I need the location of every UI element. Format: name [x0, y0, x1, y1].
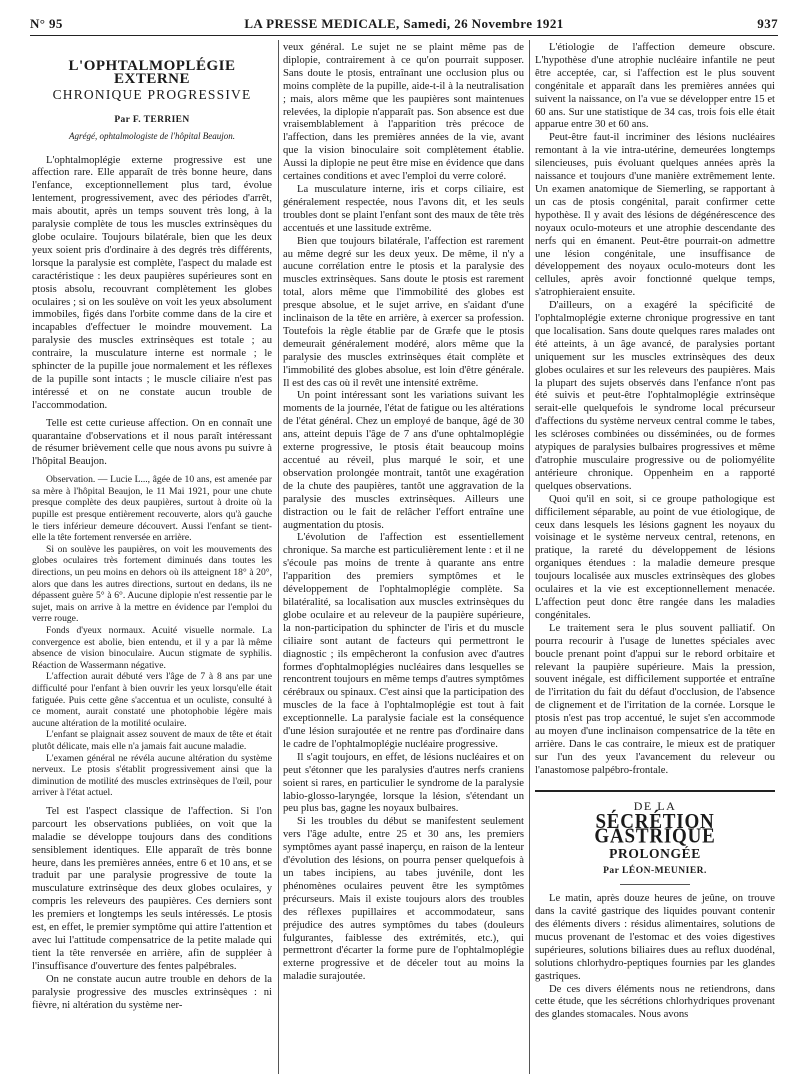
observation-paragraph: Fonds d'yeux normaux. Acuité visuelle normale. La convergence est abolie, bien entendu, et il y a par là même absence de vision binoculaire. Aucun stigmate de syphilis. Réaction de Wassermann négative.: [32, 625, 272, 671]
paragraph: De ces divers éléments nous ne retiendrons, dans cette étude, que les sécrétions chlorhydriques provenant des glandes stomacales. Nous avons: [535, 983, 775, 1021]
paragraph: D'ailleurs, on a exagéré la spécificité de l'ophtalmoplégie externe chronique progressive en tant que localisation. Sans doute quelques rares malades ont été atteints, à un âge avancé, de paralysies portant uniquement sur les muscles extrinsèques des deux globes oculaires et sur les releveurs des paupières. Mais la plupart des sujets observés dans l'enfance n'ont pas été suivis et peut-être l'ophtalmoplégie extrinsèque serait-elle quelquefois le syndrome local précurseur d'affections du système nerveux central comme le tabes, les scléroses combinées ou disséminées, ou de formes atypiques de paralysies bulbaires progressives et même d'atrophie musculaire progressive ou de poliomyélite antérieure chronique. Oppenheim en a rapporté quelques observations.: [535, 300, 775, 492]
paragraph: La musculature interne, iris et corps ciliaire, est généralement respectée, nous l'avons dit, et les seuls troubles dont se plaint l'enfant sont des maux de tête très accentués et une lassitude extrême.: [283, 183, 524, 234]
paragraph: L'ophtalmoplégie externe progressive est une affection rare. Elle apparaît de très bonne heure, dans l'enfance, exceptionnellement plus tard, évolue lentement, progressivement, avec des périodes d'arrêt, mais aboutit, après un temps souvent très long, à la paralysie complète de tous les muscles extrinsèques du globe oculaire. Toujours bilatérale, bien que les deux yeux soient pris d'ordinaire à des degrés très différents, lorsque la paralysie est complète, l'aspect du malade est caractéristique : les deux paupières supérieures sont en ptosis absolu, recouvrant complètement les globes oculaires ; si on les soulève on voit les yeux absolument immobiles, figés dans l'orbite comme dans de la cire et incapables d'effectuer le moindre mouvement. La paralysie des muscles extrinsèques est totale ; au contraire, la musculature interne est normale ; le sphincter de la pupille joue normalement et les réflexes de la pupille sont intacts ; le muscle ciliaire n'est pas intéressé et on ne constate aucun trouble de l'accommodation.: [32, 154, 272, 411]
page-number: 937: [757, 16, 778, 31]
paragraph: Un point intéressant sont les variations suivant les moments de la journée, l'état de fatigue ou les altérations de l'état général. Chez un employé de banque, âgé de 30 ans, atteint depuis l'âge de 7 ans d'une ophtalmoplégie externe progressive, le ptosis était beaucoup moins accentué au réveil, plus marqué le soir, et une observation prolongée montrait, tantôt une exagération de la chute des paupières, tantôt une aggravation de la paralysie des muscles extrinsèques. Ailleurs une distraction ou le fait de relâcher l'effort entraîne une augmentation du ptosis.: [283, 390, 524, 531]
paragraph: Il s'agit toujours, en effet, de lésions nucléaires et on peut s'étonner que les paralysies d'autres nerfs craniens soient si rares, en particulier le syndrome de la paralysie labio-glosso-laryngée, lorsque la lésion, s'étendant un peu plus bas, gagne les noyaux bulbaires.: [283, 751, 524, 815]
author-affiliation: Agrégé, ophtalmologiste de l'hôpital Beaujon.: [69, 130, 235, 141]
article2-subtitle: PROLONGÉE: [609, 846, 701, 862]
column-1: [32, 46, 272, 1012]
paragraph: Bien que toujours bilatérale, l'affection est rarement au même degré sur les deux yeux. De même, il n'y a aucune corrélation entre le ptosis et la paralysie des muscles extrinsèques. Sans doute le ptosis est rarement total, alors même que l'immobilité des globes est presque absolue, et le sujet arrive, en s'aidant d'une inclinaison de la tête en arrière, à exercer sa profession. Toutefois la règle établie par de Græfe que le ptosis demeurait généralement modéré, alors même que la paralysie des muscles extrinsèques était complète et l'immobilité des globes absolue, est loin d'être générale. Il est des cas où il revêt une intensité extrême.: [283, 235, 524, 389]
observation-paragraph: L'enfant se plaignait assez souvent de maux de tête et était plutôt délicate, mais elle n'a jamais fait aucune maladie.: [32, 729, 272, 752]
article-author: Par F. TERRIEN: [114, 114, 190, 125]
issue-number: N° 95: [30, 16, 63, 31]
article-title: L'OPHTALMOPLÉGIE EXTERNE: [68, 58, 236, 87]
column-divider: [278, 40, 279, 1074]
paragraph: L'évolution de l'affection est essentiellement chronique. Sa marche est particulièrement lente : et il ne s'écoule pas moins de trente à quarante ans entre l'apparition des premiers symptômes et le développement de l'ophtalmoplégie complète. Sa bilatéralité, sa localisation aux muscles extrinsèques du globe oculaire et au releveur de la paupière supérieure, la non-participation du sphincter de l'iris et du muscle ciliaire sont autant de facteurs qui permettront le diagnostic ; ils empêcheront la confusion avec d'autres formes d'ophtalmoplégies nucléaires dans lesquelles se rencontrent toujours en même temps d'autres symptômes cérébraux ou spinaux. C'est ainsi que la participation des muscles de la face à l'ophtalmoplégie est tout à fait exceptionnelle. La paralysie faciale est la conséquence d'une lésion surajoutée et ne rentre pas d'ordinaire dans le cadre de l'ophtalmoplégie nucléaire progressive.: [283, 532, 524, 750]
paragraph: Le matin, après douze heures de jeûne, on trouve dans la cavité gastrique des liquides pouvant contenir des éléments divers : résidus alimentaires, solutions de mucus provenant de l'estomac et des voies digestives supérieures, solutions biliaires dues au reflux duodénal, solutions chlorhydro-peptiques fournies par les glandes gastriques.: [535, 893, 775, 982]
column-2: [283, 42, 524, 984]
observation-paragraph: L'examen général ne révéla aucune altération du système nerveux. Le ptosis s'établit progressivement ainsi que la diminution de motilité des muscles extrinsèques de l'œil, pour arriver à l'état actuel.: [32, 752, 272, 799]
paragraph: Quoi qu'il en soit, si ce groupe pathologique est difficilement séparable, au point de vue étiologique, de ceux dans lesquels les lésions gagnent les noyaux du voisinage et le système nerveux central, retenons, en pratique, la rareté du développement de lésions organiques étendues : la maladie demeure presque toujours localisée aux muscles extrinsèques des globes oculaires et la vie est exceptionnellement menacée. L'affection peut donc être rangée dans les maladies congénitales.: [535, 493, 775, 621]
paragraph: Tel est l'aspect classique de l'affection. Si l'on parcourt les observations publiées, on voit que la maladie se développe toujours dans des conditions sensiblement identiques. Elle apparaît de très bonne heure, dans les premières années, entre 6 et 10 ans, et se traduit par une paralysie progressive de toute la musculature extrinsèque des deux globes oculaires, y compris les releveurs des paupières. Ces derniers sont les premiers et longtemps les seuls intéressés. Le ptosis est, en effet, le premier symptôme qui attire l'attention et avec lui l'attitude compensatrice de la petite malade qui tient la tête renversée en arrière, afin de suppléer à l'insuffisance d'ouverture des fentes palpébrales.: [32, 805, 272, 972]
paragraph: Si les troubles du début se manifestent seulement vers l'âge adulte, entre 25 et 30 ans, les premiers symptômes ayant passé inaperçu, en raison de la lenteur d'évolution des lésions, on pourra penser quelquefois à un tabes incipiens, au tabes juvénile, dont les phénomènes oculaires peuvent être les symptômes précurseurs. Mais il existe toujours alors des troubles des réflexes pupillaires et accommodateur, sans préjudice des autres symptômes du tabes (douleurs fulgurantes, faiblesse des extrémités, etc.), qui permettront d'écarter la forme pure de l'ophtalmoplégie externe progressive et de déceler tout au moins la maladie surajoutée.: [283, 816, 524, 983]
article2-pretitle: DE LA: [633, 798, 677, 813]
article-subtitle: CHRONIQUE PROGRESSIVE: [52, 86, 252, 102]
header-rule: [30, 35, 778, 36]
paragraph: Peut-être faut-il incriminer des lésions nucléaires remontant à la vie intra-utérine, demeurées longtemps silencieuses, puis évoluant quelques années après la naissance et toujours d'une manière extrêmement lente. Un examen anatomique de Siemerling, se rapportant à un cas de ptosis congénital, parait confirmer cette hypothèse. Il y avait des lésions de dégénérescence des noyaux oculo-moteurs et une atrophie descendante des nerfs qui en émanent. Peut-être pourrait-on admettre une lésion congénitale, une insuffisance de développement des noyaux oculo-moteurs dont les cellules, après avoir fonctionné quelque temps, s'atrophieraient ensuite.: [535, 132, 775, 299]
column-divider: [529, 40, 530, 1074]
paragraph: Telle est cette curieuse affection. On en connaît une quarantaine d'observations et il nous paraît intéressant de résumer brièvement celle que nous avons pu suivre à l'hôpital Beaujon.: [32, 417, 272, 468]
author-rule: [620, 884, 690, 885]
page-header: [30, 14, 778, 34]
article-separator: [535, 790, 775, 792]
paragraph: veux général. Le sujet ne se plaint même pas de diplopie, contrairement à ce qu'on pourrait supposer. Sans doute le ptosis, entraînant une occlusion plus ou moins complète de la pupille, aide-t-il à la neutralisation ; mais, alors même que les paupières sont maintenues relevées, la diplopie n'apparaît pas. Son absence est due vraisemblablement à l'apparition très précoce de l'affection, dans les premières années de la vie, avant que la vision binoculaire soit complètement établie. Aussi la diplopie ne peut être mise en évidence que dans certaines conditions et avec l'emploi du verre coloré.: [283, 42, 524, 183]
journal-title: LA PRESSE MEDICALE, Samedi, 26 Novembre 1921: [244, 16, 564, 31]
paragraph: L'étiologie de l'affection demeure obscure. L'hypothèse d'une atrophie nucléaire infantile ne peut être acceptée, car, si l'affection est le plus souvent congénitale et apparaît dans les premières années qui suivent la naissance, on l'a vue se développer entre 15 et 60 ans. Sur une statistique de 34 cas, trois fois elle était apparue entre 30 et 60 ans.: [535, 42, 775, 131]
observation-paragraph: Si on soulève les paupières, on voit les mouvements des globes oculaires très fortement diminués dans toutes les directions, un peu moins en dehors où ils atteignent 18° à 20°, alors que dans les autres directions, surtout en dedans, ils ne dépassent guère 5° à 6°. Aucune diplopie n'est ressentie par le sujet, mais on arrive à la mettre en évidence par l'emploi du verre rouge.: [32, 543, 272, 625]
paragraph: On ne constate aucun autre trouble en dehors de la paralysie progressive des muscles extrinsèques : ni fièvre, ni altération du système ner-: [32, 973, 272, 1011]
observation-paragraph: L'affection aurait débuté vers l'âge de 7 à 8 ans par une difficulté pour l'enfant à bien ouvrir les yeux lorsqu'elle était fatiguée. Puis cette gêne s'accentua et un oculiste, consulté à ce moment, aurait constaté une photophobie légère mais aucune altération de la motilité oculaire.: [32, 671, 272, 729]
paragraph: Le traitement sera le plus souvent palliatif. On pourra recourir à l'usage de lunettes spéciales avec boucle prenant point d'appui sur le rebord orbitaire et relevant la paupière supérieure. Mais la pression, souvent inégale, est difficilement supportée et entraîne de l'irritation du fait du défaut d'occlusion, de l'absence de clignement et de l'irritation de la cornée. Lorsque le ptosis n'est pas trop accentué, le sujet s'en accommode au moyen d'une inclinaison compensatrice de la tête en arrière. Dans le cas contraire, le mieux est de pratiquer sur l'un des yeux l'avancement du releveur ou l'anastomose palpébro-frontale.: [535, 622, 775, 776]
article2-author: Par LÉON-MEUNIER.: [603, 866, 707, 877]
article2-title: SÉCRÉTION GASTRIQUE: [594, 809, 716, 848]
column-3: [535, 42, 775, 1022]
observation-paragraph: Observation. — Lucie L..., âgée de 10 ans, est amenée par sa mère à l'hôpital Beaujon, le 11 Mai 1921, pour une chute presque complète des deux paupières, surtout à droite où la pupille est presque entièrement recouverte, alors qu'à gauche le tiers inférieur demeure découvert. Aussi l'enfant se tient-elle la tête fortement renversée en arrière.: [32, 474, 272, 544]
